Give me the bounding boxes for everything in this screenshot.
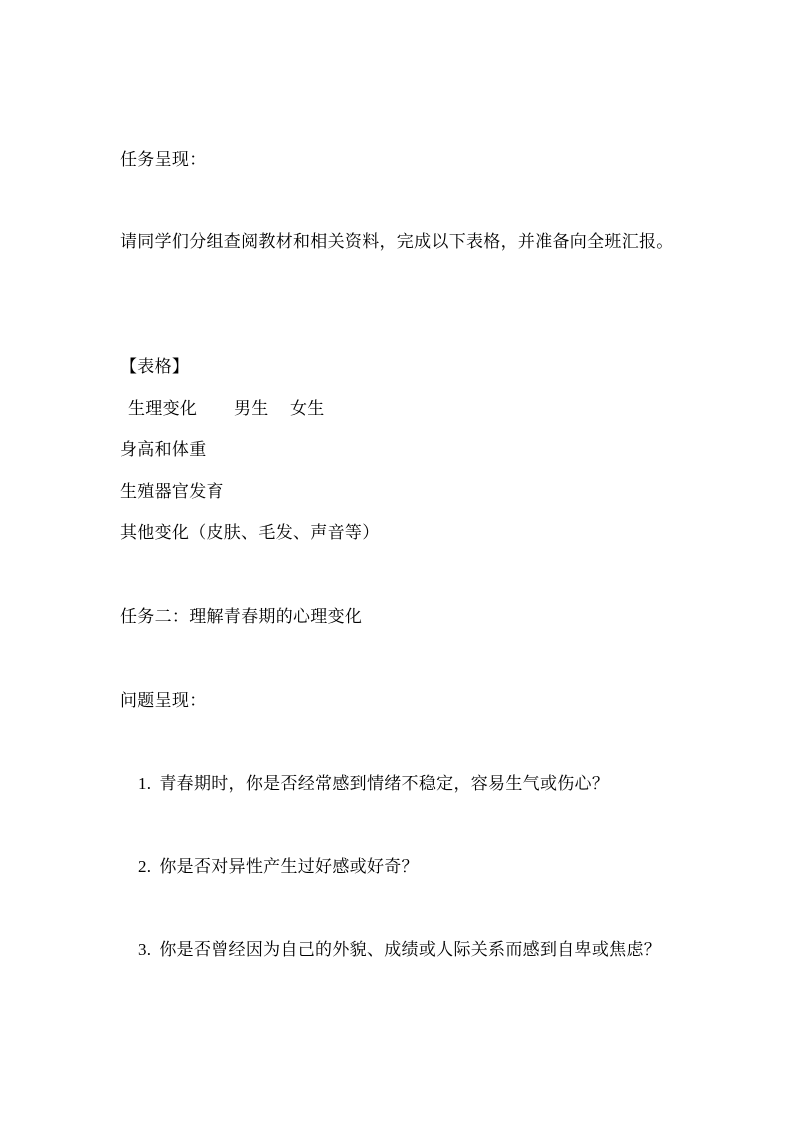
table-row-other-changes: 其他变化（皮肤、毛发、声音等） <box>120 523 380 543</box>
question-number: 2. <box>138 857 152 876</box>
table-header-physiological: 生理变化 <box>128 399 198 419</box>
question-item-1 <box>138 772 609 796</box>
question-number: 3. <box>138 940 152 959</box>
question-number: 1. <box>138 774 152 793</box>
table-header-row <box>128 397 325 421</box>
table-header-male: 男生 <box>234 399 269 419</box>
question-text: 你是否曾经因为自己的外貌、成绩或人际关系而感到自卑或焦虑？ <box>159 940 662 960</box>
table-label: 【表格】 <box>120 357 190 377</box>
table-row-reproductive: 生殖器官发育 <box>120 482 224 502</box>
question-item-2 <box>138 855 419 879</box>
question-item-3 <box>120 927 680 973</box>
question-text: 青春期时，你是否经常感到情绪不稳定，容易生气或伤心？ <box>159 774 610 794</box>
table-header-female: 女生 <box>290 399 325 419</box>
task-presentation-label: 任务呈现： <box>120 150 207 170</box>
task-two-title: 任务二：理解青春期的心理变化 <box>120 607 363 627</box>
question-presentation-label: 问题呈现： <box>120 691 207 711</box>
question-text: 你是否对异性产生过好感或好奇？ <box>159 857 419 877</box>
instruction-paragraph: 请同学们分组查阅教材和相关资料，完成以下表格，并准备向全班汇报。 <box>120 232 674 252</box>
table-row-height-weight: 身高和体重 <box>120 440 207 460</box>
